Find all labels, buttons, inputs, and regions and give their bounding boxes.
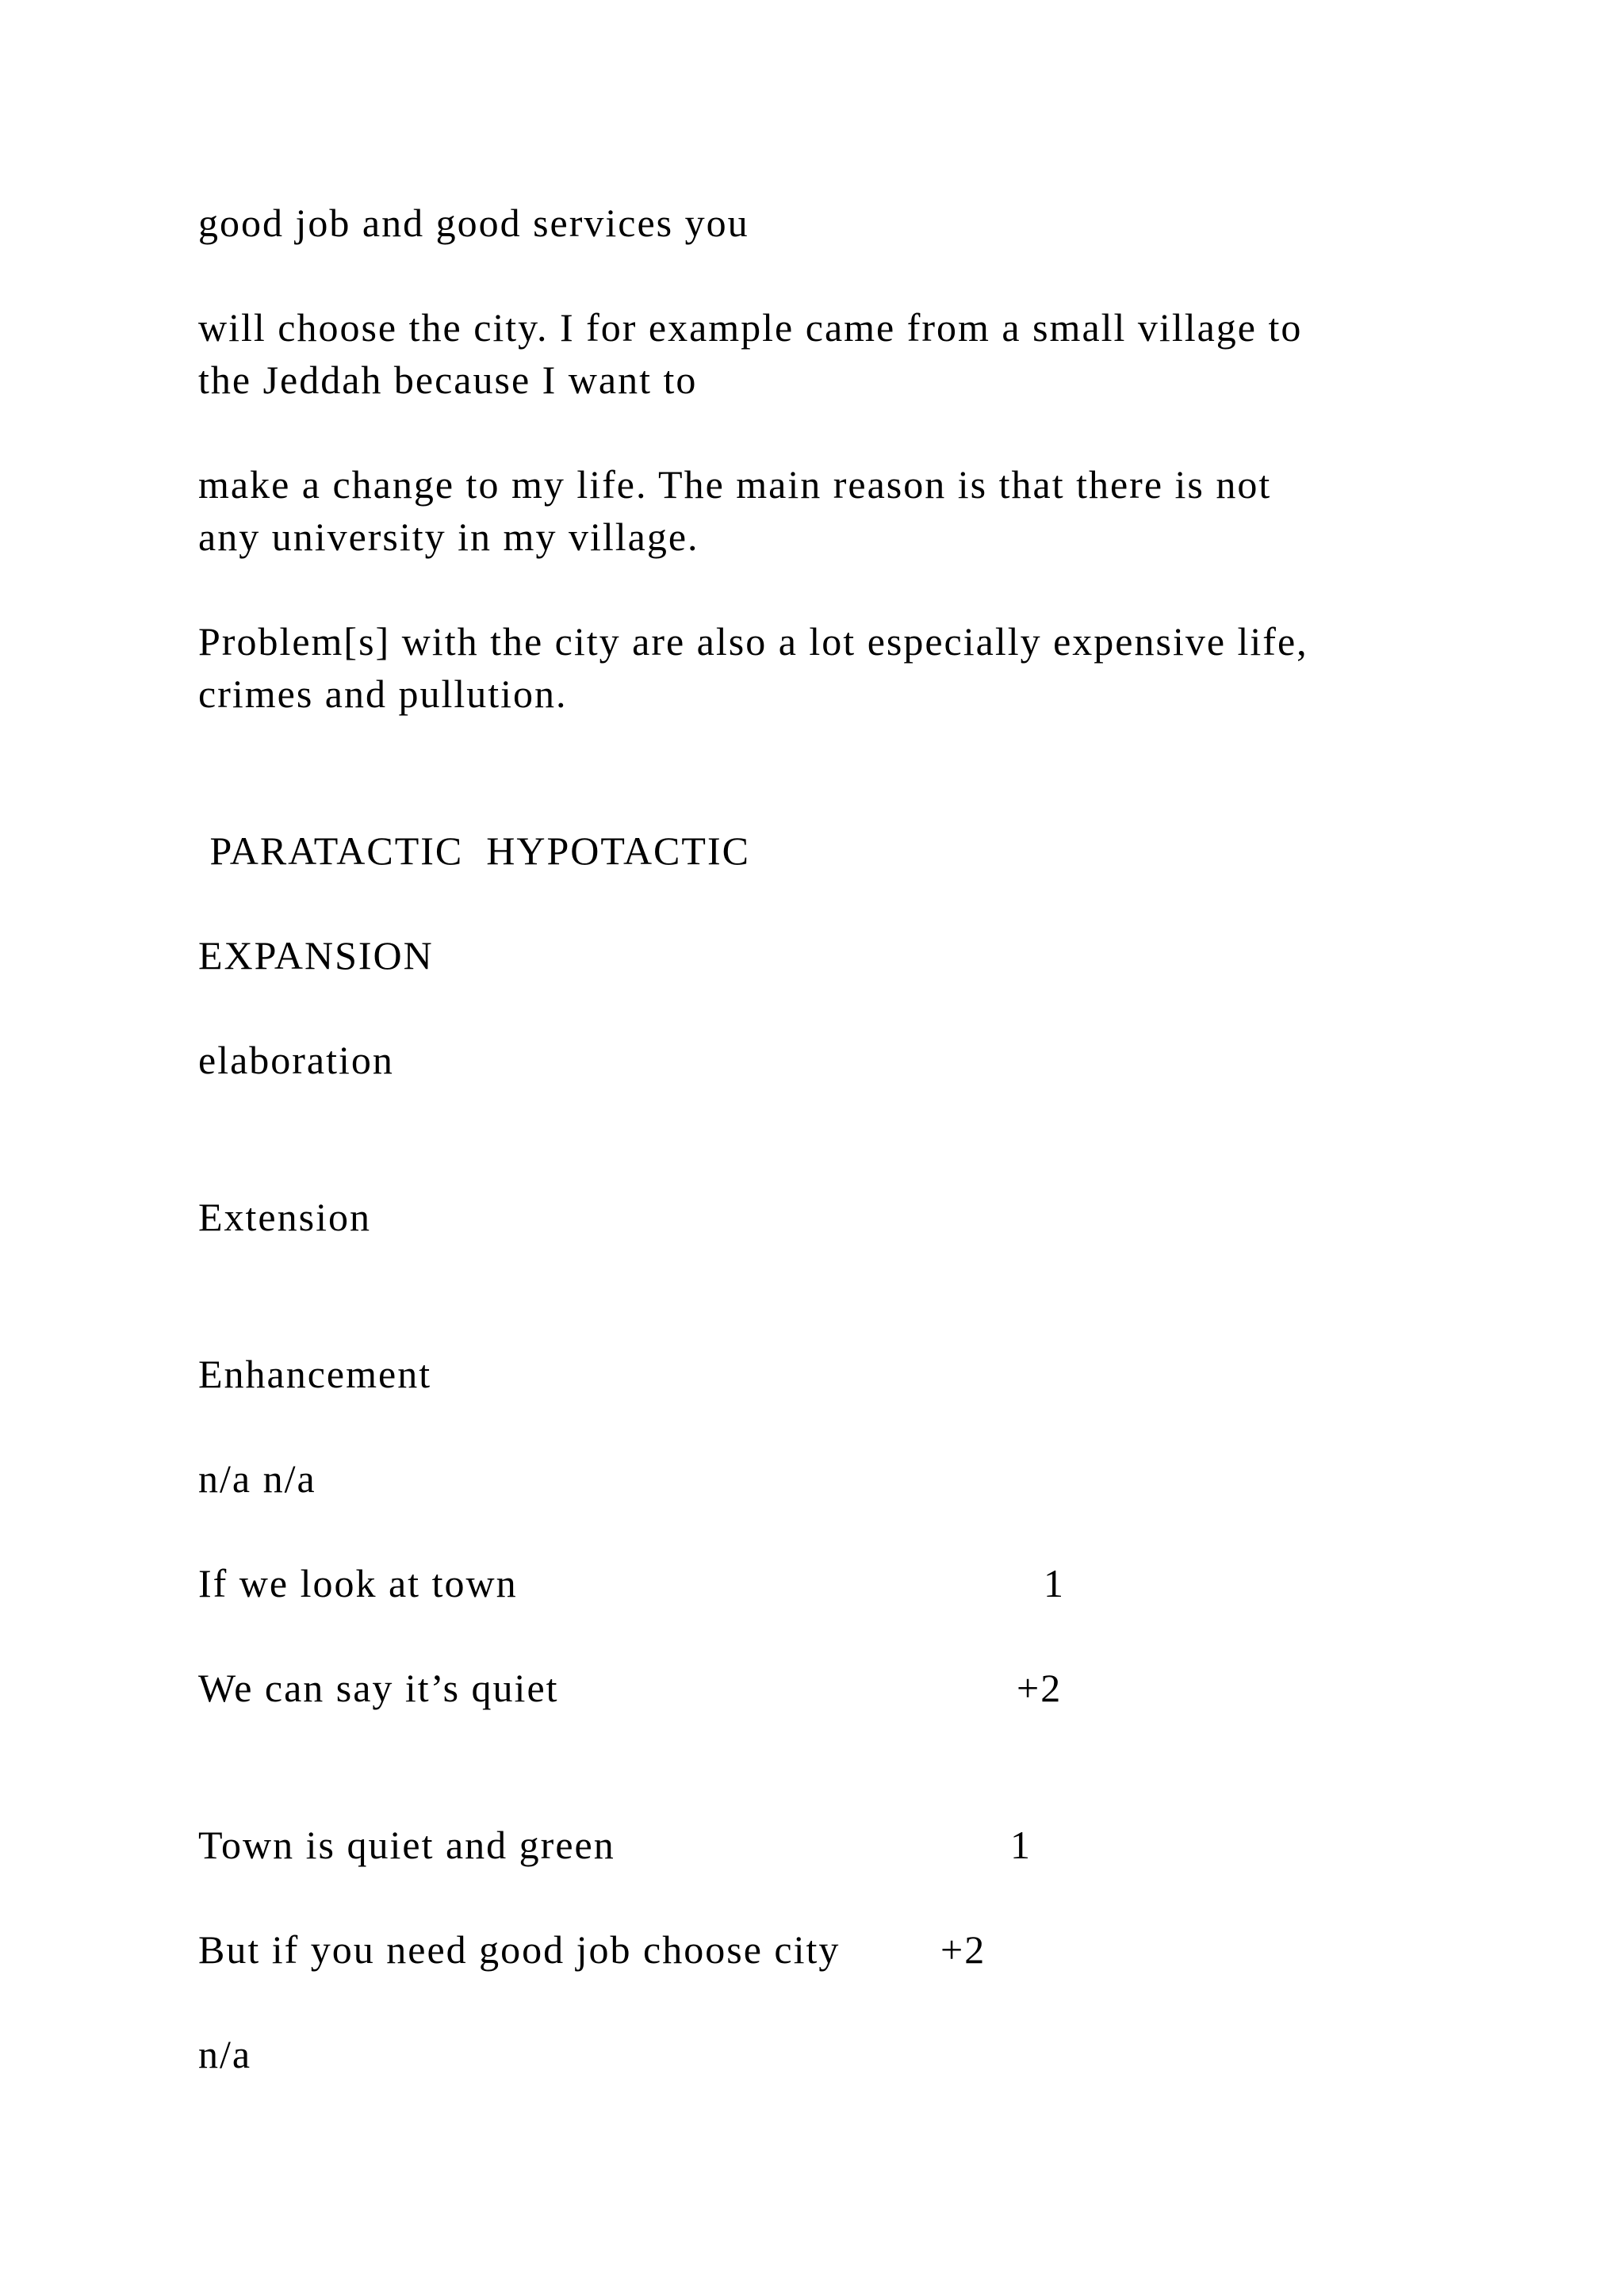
enhancement-label: Enhancement — [198, 1352, 432, 1396]
paragraph-line-3: the Jeddah because I want to — [198, 358, 698, 402]
table-header: PARATACTIC HYPOTACTIC — [198, 828, 750, 873]
clause-row-text: Town is quiet and green — [198, 1823, 615, 1867]
clause-row-text: If we look at town — [198, 1561, 518, 1605]
clause-row-mark: +2 — [1017, 1666, 1063, 1710]
clause-row-text: But if you need good job choose city — [198, 1927, 841, 1972]
extension-label: Extension — [198, 1195, 371, 1239]
na-pair: n/a n/a — [198, 1456, 316, 1501]
paragraph-line-5: any university in my village. — [198, 515, 699, 559]
clause-row-mark: 1 — [1044, 1561, 1065, 1605]
paragraph-line-6: Problem[s] with the city are also a lot especially expensive life, — [198, 619, 1308, 664]
elaboration-label: elaboration — [198, 1038, 394, 1082]
expansion-label: EXPANSION — [198, 933, 434, 978]
clause-row-mark: +2 — [940, 1927, 986, 1972]
na-last: n/a — [198, 2032, 252, 2076]
paragraph-line-1: good job and good services you — [198, 201, 749, 245]
clause-row-mark: 1 — [1010, 1823, 1032, 1867]
paragraph-line-4: make a change to my life. The main reason is that there is not — [198, 462, 1272, 507]
paragraph-line-7: crimes and pullution. — [198, 672, 568, 716]
paragraph-line-2: will choose the city. I for example came from a small village to — [198, 305, 1303, 350]
clause-row-text: We can say it’s quiet — [198, 1666, 559, 1710]
